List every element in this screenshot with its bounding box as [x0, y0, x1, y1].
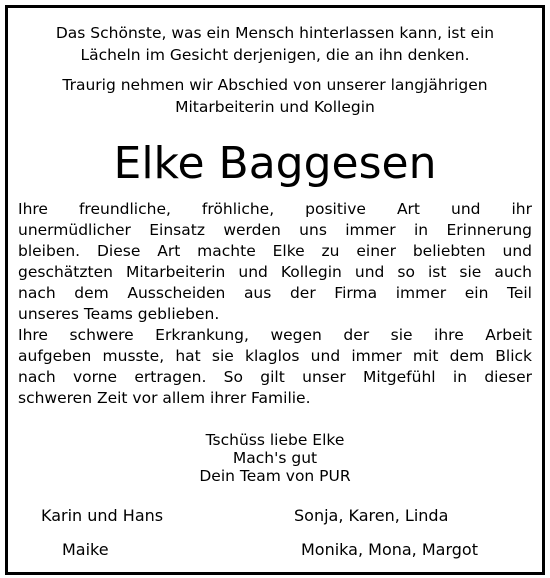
- farewell-line: Mach's gut: [232, 449, 318, 467]
- announcement-line: Traurig nehmen wir Abschied von unserer langjährigen: [62, 76, 488, 94]
- tribute-line: bleiben. Diese Art machte Elke zu einer beliebten und: [18, 242, 532, 260]
- tribute-line: Ihre schwere Erkrankung, wegen der sie ihre Arbeit: [18, 326, 532, 344]
- signature-maike: Maike: [62, 540, 109, 559]
- tribute-line: schweren Zeit vor allem ihrer Familie.: [18, 389, 311, 407]
- tribute-paragraph-1: [18, 199, 532, 325]
- obituary-notice: [5, 5, 545, 575]
- signature-sonja-karen-linda: Sonja, Karen, Linda: [294, 506, 449, 525]
- tribute-line: Ihre freundliche, fröhliche, positive Art und ihr: [18, 200, 532, 218]
- signature-monika-mona-margot: Monika, Mona, Margot: [301, 540, 478, 559]
- tribute-line: nach dem Ausscheiden aus der Firma immer ein Teil: [18, 284, 532, 302]
- tribute-line: unermüdlicher Einsatz werden uns immer in Erinnerung: [18, 221, 532, 239]
- announcement-line: Mitarbeiterin und Kollegin: [175, 98, 375, 116]
- signature-karin-hans: Karin und Hans: [41, 506, 164, 525]
- quote-line: Das Schönste, was ein Mensch hinterlassen kann, ist ein: [55, 24, 495, 42]
- farewell-line: Dein Team von PUR: [199, 467, 351, 485]
- tribute-line: unseres Teams geblieben.: [18, 305, 220, 323]
- tribute-line: nach vorne ertragen. So gilt unser Mitgefühl in dieser: [18, 368, 532, 386]
- farewell-message: [8, 431, 542, 485]
- opening-quote: [8, 22, 542, 66]
- quote-line: Lächeln im Gesicht derjenigen, die an ihn denken.: [80, 46, 470, 64]
- farewell-line: Tschüss liebe Elke: [205, 431, 345, 449]
- tribute-line: geschätzten Mitarbeiterin und Kollegin und so ist sie auch: [18, 263, 532, 281]
- announcement: [8, 74, 542, 118]
- deceased-name: Elke Baggesen: [113, 138, 437, 189]
- tribute-paragraph-2: [18, 325, 532, 409]
- tribute-line: aufgeben musste, hat sie klaglos und immer mit dem Blick: [18, 347, 532, 365]
